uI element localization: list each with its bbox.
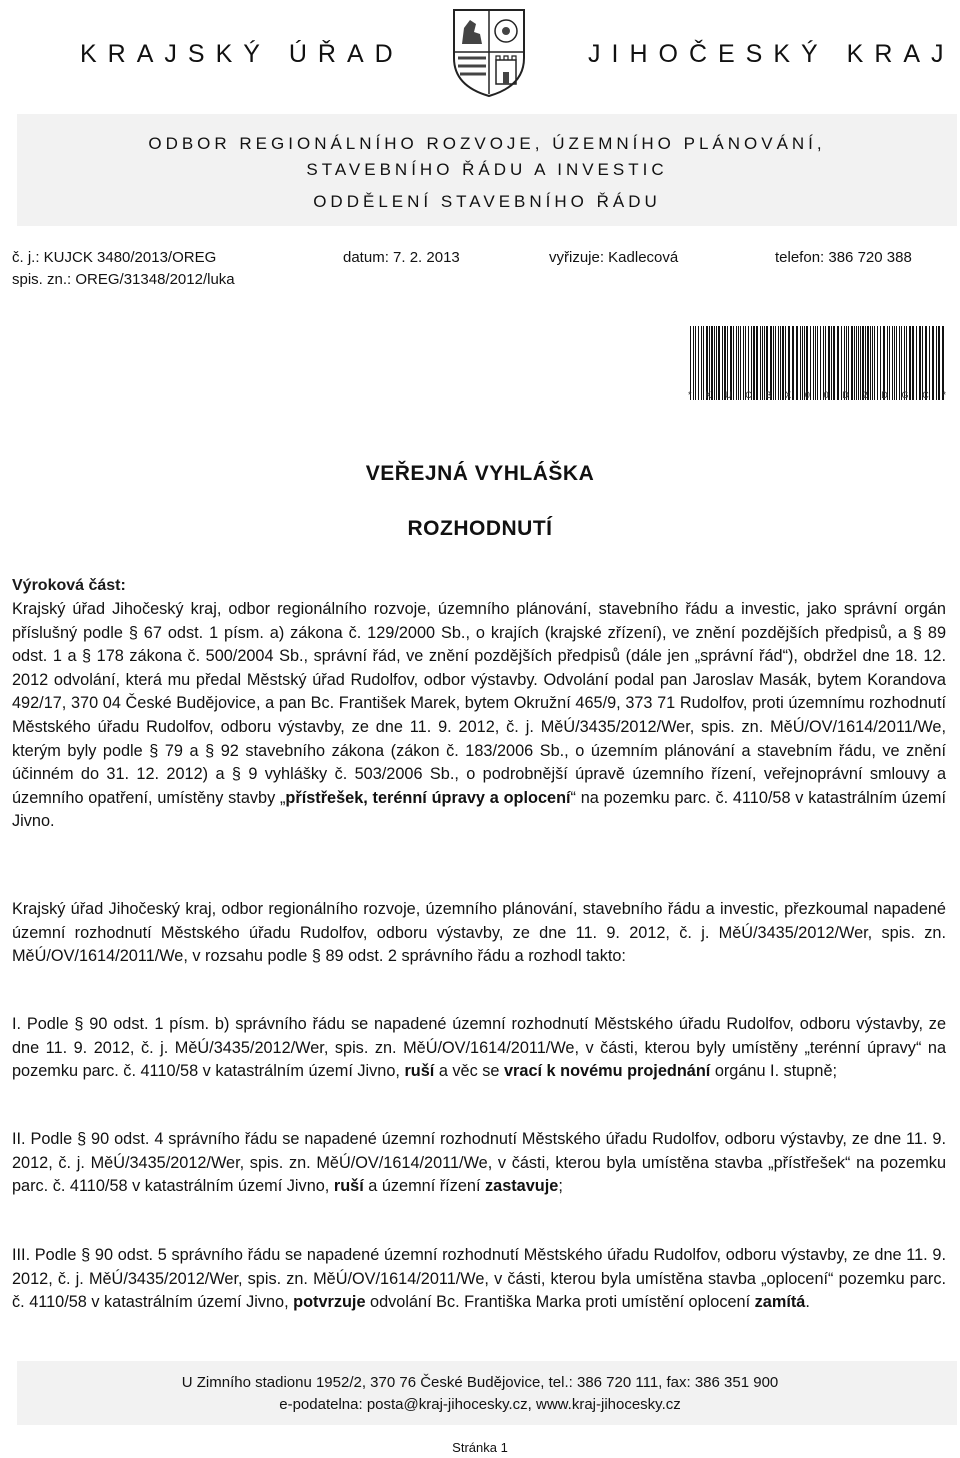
barcode-bar [815, 326, 816, 400]
barcode-bar [727, 326, 728, 400]
barcode-bar [766, 326, 768, 400]
department-line-2: STAVEBNÍHO ŘÁDU A INVESTIC [306, 160, 668, 179]
barcode-bar [901, 326, 902, 400]
p5-segment: potvrzuje [293, 1293, 366, 1312]
barcode-bar [925, 326, 927, 400]
barcode-bar [709, 326, 710, 400]
barcode-bar [906, 326, 907, 400]
authority-title: KRAJSKÝ ÚŘAD [80, 40, 404, 68]
barcode-bar [880, 326, 881, 400]
barcode-bar [745, 326, 746, 400]
p5-segment: odvolání Bc. Františka Marka proti umístění oplocení [365, 1293, 755, 1312]
barcode-bar [932, 326, 934, 400]
barcode-bar [693, 326, 694, 400]
barcode-char: C [922, 390, 929, 400]
barcode-bar [703, 326, 704, 400]
p3-segment: orgánu I. stupně; [710, 1062, 838, 1081]
barcode-bar [867, 326, 869, 400]
barcode-bar [862, 326, 864, 400]
barcode-char: C [745, 390, 752, 400]
barcode-char: 0 [823, 390, 829, 400]
barcode-bar [828, 326, 830, 400]
public-notice-title: VEŘEJNÁ VYHLÁŠKA [365, 462, 595, 485]
barcode-bar [738, 326, 739, 400]
barcode-bar [817, 326, 818, 400]
barcode-bar [804, 326, 805, 400]
barcode-bar [764, 326, 765, 400]
barcode-bar [722, 326, 723, 400]
barcode-bar [936, 326, 937, 400]
section-label: Výroková část: [12, 577, 126, 594]
barcode-bar [690, 326, 691, 400]
barcode-bar [714, 326, 715, 400]
barcode-bar [698, 326, 699, 400]
barcode-bar [831, 326, 832, 400]
barcode-bar [706, 326, 708, 400]
barcode-bar [841, 326, 842, 400]
barcode-char: X [785, 390, 792, 400]
p1-segment: “ na pozemku parc. č. 4110/58 v katastrálním území Jivno. [12, 788, 946, 831]
barcode-bar [773, 326, 774, 400]
barcode-bar [796, 326, 798, 400]
footer-band [17, 1361, 957, 1425]
p5-segment: III. Podle § 90 odst. 5 správního řádu se napadené územní rozhodnutí Městského úřadu Rudolfov, odboru výstavby, ze dne 11. 9. 2012, č. j. MěÚ/3435/2012/Wer, spis. zn. MěÚ/OV/1614/2011/We, v části, kterou byla umístěna stavba „oplocení“ pozemku parc. č. 4110/58 v katastrálním území Jivno, [12, 1246, 946, 1312]
barcode-bar [883, 326, 885, 400]
reference-number: č. j.: KUJCK 3480/2013/OREG [12, 249, 217, 266]
coat-of-arms-logo [450, 6, 528, 98]
p2-segment: Krajský úřad Jihočeský kraj, odbor regionálního rozvoje, územního plánování, stavebního řádu a investic, přezkoumal napadené územní rozhodnutí Městského úřadu Rudolfov, odboru výstavby, ze dne 11. 9. 2012, č. j. MěÚ/3435/2012/Wer, spis. zn. MěÚ/OV/1614/2011/We, v rozsahu podle § 89 odst. 2 správního řádu a rozhodl takto: [12, 900, 946, 966]
barcode-bar [810, 326, 811, 400]
barcode-bar [887, 326, 888, 400]
barcode-bar [701, 326, 702, 400]
reference-phone: telefon: 386 720 388 [775, 249, 912, 266]
barcode-bar [780, 326, 781, 400]
p4-segment: zastavuje [485, 1177, 559, 1196]
barcode-bar [896, 326, 897, 400]
barcode-bar [858, 326, 859, 400]
barcode-bar [938, 326, 940, 400]
barcode-bar [904, 326, 905, 400]
p5-segment: . [805, 1293, 810, 1312]
department-line-3: ODDĚLENÍ STAVEBNÍHO ŘÁDU [313, 192, 661, 211]
barcode-char: D [842, 390, 849, 400]
barcode-bar [892, 326, 893, 400]
barcode-bar [856, 326, 857, 400]
barcode-caption [688, 390, 946, 404]
barcode-bar [922, 326, 923, 400]
barcode-bar [919, 326, 921, 400]
barcode-bar [800, 326, 801, 400]
barcode-bar [894, 326, 895, 400]
barcode-char: 0 [804, 390, 810, 400]
barcode-bar [785, 326, 786, 400]
p4-segment: II. Podle § 90 odst. 4 správního řádu se napadené územní rozhodnutí Městského úřadu Rudolfov, odboru výstavby, ze dne 11. 9. 2012, č. j. MěÚ/3435/2012/Wer, spis. zn. MěÚ/OV/1614/2011/We, v části, kterou byla umístěna stavba „přístřešek“ na pozemku parc. č. 4110/58 v katastrálním území Jivno, [12, 1130, 946, 1196]
barcode-bar [916, 326, 917, 400]
p1-segment: přístřešek, terénní úpravy a oplocení [285, 788, 571, 807]
paragraph-4-point-2 [12, 1128, 946, 1199]
barcode-bar [837, 326, 839, 400]
barcode-bar [929, 326, 930, 400]
barcode-bar [820, 326, 821, 400]
p4-segment: ruší [333, 1177, 364, 1196]
barcode-bar [846, 326, 847, 400]
barcode-bar [711, 326, 713, 400]
barcode-bar [889, 326, 890, 400]
barcode-char: U [724, 390, 732, 400]
footer-contacts: e-podatelna: posta@kraj-jihocesky.cz, www.kraj-jihocesky.cz [279, 1396, 681, 1413]
decision-title: ROZHODNUTÍ [407, 517, 553, 540]
barcode-bar [730, 326, 732, 400]
barcode-bar [733, 326, 734, 400]
barcode-bar [792, 326, 794, 400]
barcode-image [688, 326, 946, 400]
barcode-bar [844, 326, 845, 400]
p4-segment: a územní řízení [363, 1177, 485, 1196]
barcode-bar [695, 326, 696, 400]
barcode-bar [825, 326, 826, 400]
barcode-bar [718, 326, 720, 400]
barcode-bar [833, 326, 835, 400]
barcode-bar [724, 326, 726, 400]
department-line-1: ODBOR REGIONÁLNÍHO ROZVOJE, ÚZEMNÍHO PLÁNOVÁNÍ, [148, 134, 826, 153]
barcode-bar [762, 326, 763, 400]
barcode-bar [860, 326, 861, 400]
barcode-bar [760, 326, 761, 400]
reference-date: datum: 7. 2. 2013 [343, 249, 460, 266]
reference-file-mark: spis. zn.: OREG/31348/2012/luka [12, 271, 235, 288]
barcode-bar [740, 326, 741, 400]
barcode-char: 2 [862, 390, 868, 400]
barcode-bar [736, 326, 737, 400]
barcode-bar [813, 326, 814, 400]
barcode-bar [854, 326, 855, 400]
barcode-bar [848, 326, 849, 400]
department-band [17, 114, 957, 226]
p1-segment: Krajský úřad Jihočeský kraj, odbor regionálního rozvoje, územního plánování, stavebního řádu a investic, jako správní orgán příslušný podle § 67 odst. 1 písm. a) zákona č. 129/2000 Sb., o krajích (krajské zřízení), ve znění pozdějších předpisů, a § 89 odst. 1 a § 178 zákona č. 500/2004 Sb., správní řád, ve znění pozdějších předpisů (dále jen „správní řád“), obdržel dne 18. 12. 2012 odvolání, která mu předal Městský úřad Rudolfov, odbor výstavby. Odvolání podal pan Jaroslav Masák, bytem Korandova 492/17, 370 04 České Budějovice, a pan Bc. František Marek, bytem Okružní 465/9, 373 71 Rudolfov, proti územnímu rozhodnutí Městského úřadu Rudolfov, odboru výstavby, ze dne 11. 9. 2012, č. j. MěÚ/3435/2012/Wer, spis. zn. MěÚ/OV/1614/2011/We, kterým byly podle § 79 a § 92 stavebního zákona (zákon č. 183/2006 Sb., o územním plánování a stavebním řádu, ve znění účinném do 31. 12. 2012) a § 9 vyhlášky č. 503/2006 Sb., o podrobnější úpravě územního řízení, veřejnoprávní smlouvy a územního opatření, umístěny stavby „ [12, 600, 946, 807]
barcode-bar [912, 326, 914, 400]
barcode-bar [770, 326, 772, 400]
page-number: Stránka 1 [452, 1440, 508, 1455]
barcode-bar [806, 326, 808, 400]
paragraph-3-point-1 [12, 1013, 946, 1084]
barcode-bar [748, 326, 749, 400]
barcode-bar [899, 326, 900, 400]
p3-segment: I. Podle § 90 odst. 1 písm. b) správního řádu se napadené územní rozhodnutí Městského úřadu Rudolfov, odboru výstavby, ze dne 11. 9. 2012, č. j. MěÚ/3435/2012/Wer, spis. zn. MěÚ/OV/1614/2011/We, v části, kterou byly umístěny „terénní úpravy“ na pozemku parc. č. 4110/58 v katastrálním území Jivno, [12, 1015, 946, 1081]
barcode-bar [909, 326, 911, 400]
barcode-bar [872, 326, 873, 400]
p3-segment: ruší [404, 1062, 435, 1081]
barcode-char: D [881, 390, 888, 400]
barcode-bar [751, 326, 752, 400]
barcode-bar [782, 326, 784, 400]
barcode-char: * [942, 390, 946, 400]
barcode-bar [778, 326, 779, 400]
footer-address: U Zimního stadionu 1952/2, 370 76 České Budějovice, tel.: 386 720 111, fax: 386 351 900 [181, 1374, 779, 1391]
barcode-bar [716, 326, 717, 400]
barcode-bar [775, 326, 776, 400]
barcode-bar [802, 326, 803, 400]
reference-handler: vyřizuje: Kadlecová [549, 249, 679, 266]
barcode-bar [874, 326, 875, 400]
paragraph-2 [12, 898, 946, 969]
barcode-bar [877, 326, 878, 400]
barcode-char: * [688, 390, 692, 400]
barcode-bar [743, 326, 744, 400]
p3-segment: vrací k novému projednání [504, 1062, 711, 1081]
p3-segment: a věc se [434, 1062, 504, 1081]
barcode-bar [753, 326, 755, 400]
paragraph-5-point-3 [12, 1244, 946, 1315]
barcode-bar [942, 326, 944, 400]
barcode-char: K [705, 390, 712, 400]
barcode-char: G [901, 390, 909, 400]
paragraph-1 [12, 598, 946, 834]
barcode-bar [823, 326, 824, 400]
p5-segment: zamítá [754, 1293, 806, 1312]
barcode-bar [756, 326, 758, 400]
barcode-bar [788, 326, 790, 400]
barcode-char: B [765, 390, 772, 400]
p4-segment: ; [558, 1177, 563, 1196]
region-title: JIHOČESKÝ KRAJ [588, 40, 955, 68]
barcode-bar [870, 326, 871, 400]
barcode-bar [851, 326, 853, 400]
barcode-bar [865, 326, 866, 400]
